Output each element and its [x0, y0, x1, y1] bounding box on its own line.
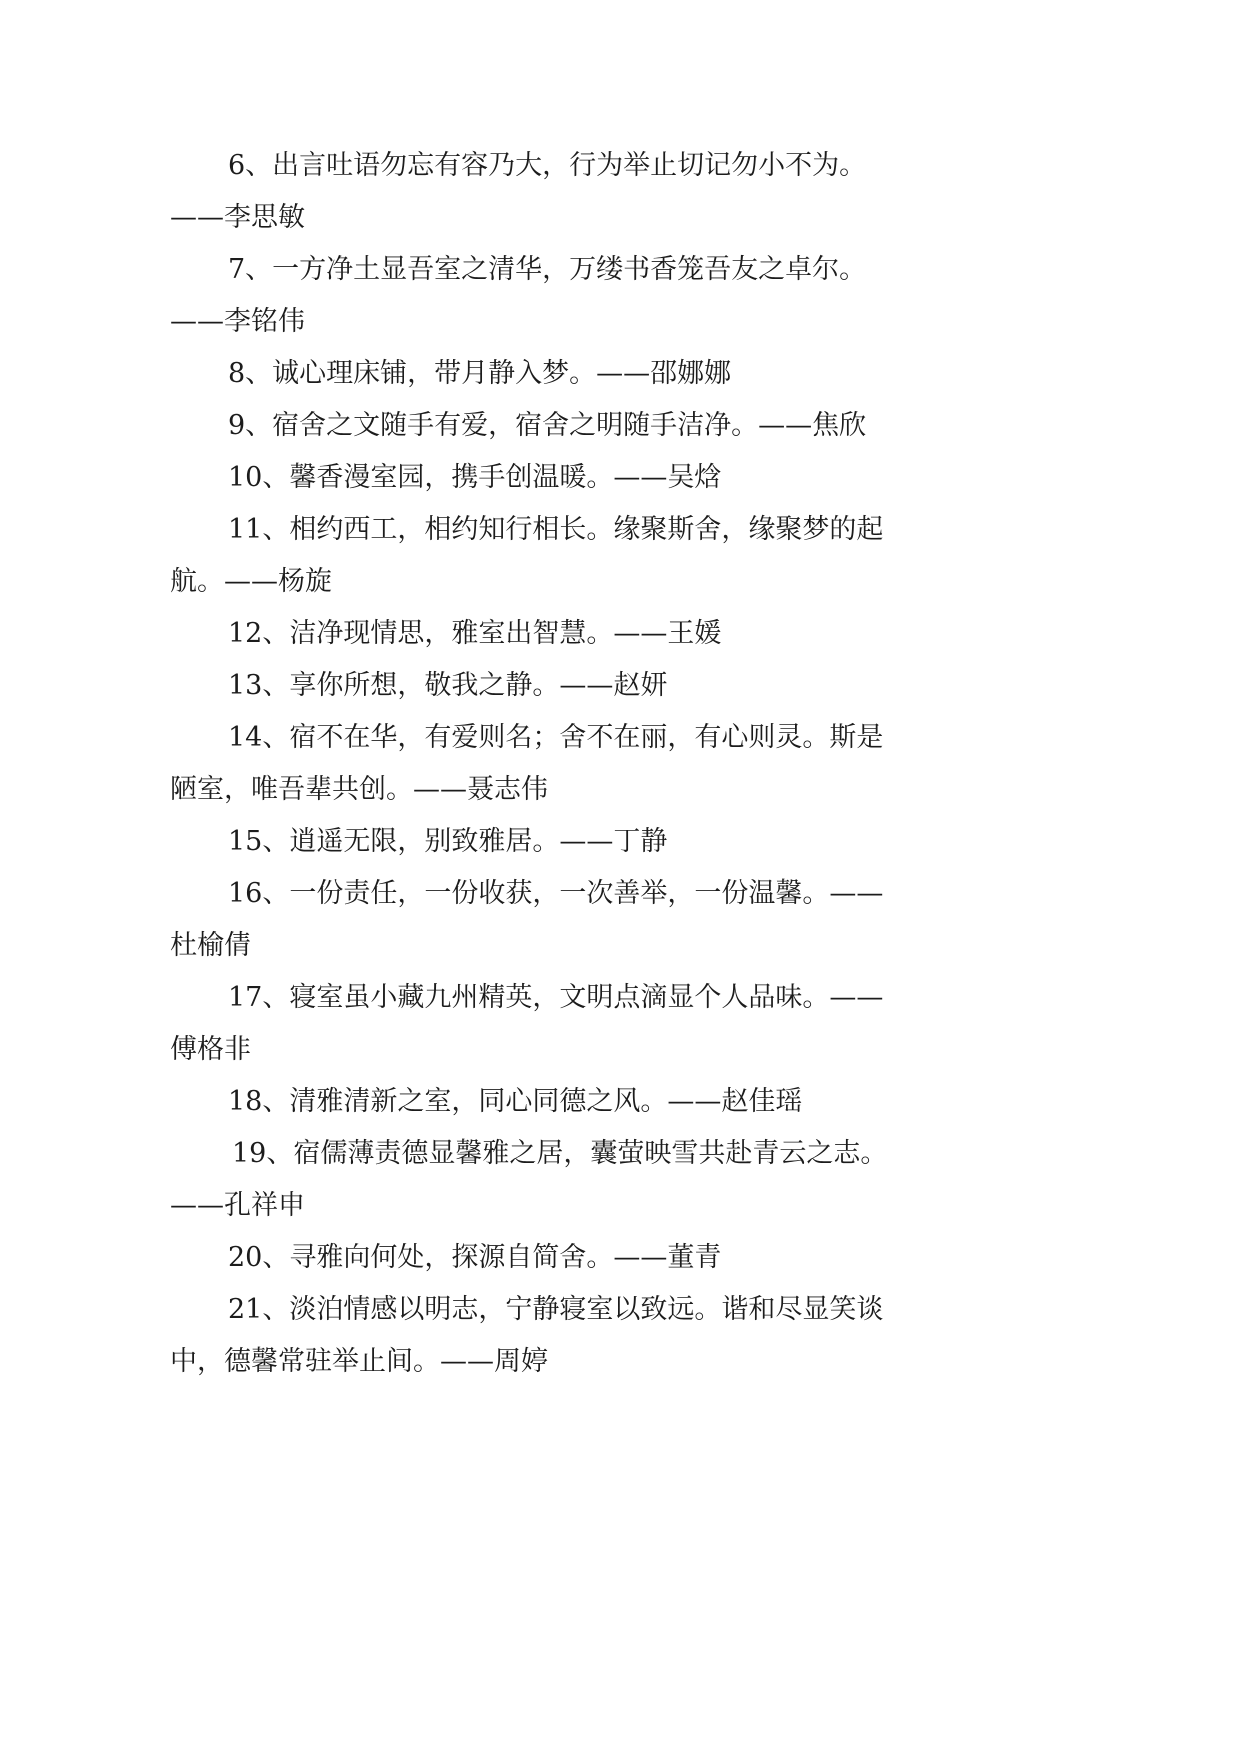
- text-line: 13、享你所想，敬我之静。——赵妍: [228, 670, 668, 701]
- text-line: 19、宿儒薄责德显馨雅之居，囊萤映雪共赴青云之志。: [232, 1138, 888, 1169]
- text-line: 11、相约西工，相约知行相长。缘聚斯舍，缘聚梦的起: [228, 514, 884, 545]
- text-line: 12、洁净现情思，雅室出智慧。——王媛: [228, 618, 722, 649]
- text-line: 7、一方净土显吾室之清华，万缕书香笼吾友之卓尔。: [228, 254, 867, 285]
- text-line: 中，德馨常驻举止间。——周婷: [170, 1346, 548, 1377]
- text-line: 9、宿舍之文随手有爱，宿舍之明随手洁净。——焦欣: [228, 410, 867, 441]
- text-line: 17、寝室虽小藏九州精英，文明点滴显个人品味。——: [228, 982, 884, 1013]
- text-line: 10、馨香漫室园，携手创温暖。——吴焓: [228, 462, 722, 493]
- text-line: 20、寻雅向何处，探源自简舍。——董青: [228, 1242, 722, 1273]
- text-line: 16、一份责任，一份收获，一次善举，一份温馨。——: [228, 878, 884, 909]
- text-line: 陋室，唯吾辈共创。——聂志伟: [170, 774, 548, 805]
- text-line: 14、宿不在华，有爱则名；舍不在丽，有心则灵。斯是: [228, 722, 884, 753]
- text-line: ——李铭伟: [170, 306, 305, 337]
- text-line: 15、逍遥无限，别致雅居。——丁静: [228, 826, 668, 857]
- text-line: ——孔祥申: [170, 1190, 305, 1221]
- text-line: ——李思敏: [170, 202, 305, 233]
- text-line: 21、淡泊情感以明志，宁静寝室以致远。谐和尽显笑谈: [228, 1294, 884, 1325]
- text-line: 航。——杨旋: [170, 566, 332, 597]
- text-line: 6、出言吐语勿忘有容乃大，行为举止切记勿小不为。: [228, 150, 867, 181]
- text-line: 18、清雅清新之室，同心同德之风。——赵佳瑶: [228, 1086, 803, 1117]
- text-line: 8、诚心理床铺，带月静入梦。——邵娜娜: [228, 358, 732, 389]
- text-line: 傅格非: [170, 1034, 251, 1065]
- text-line: 杜榆倩: [170, 930, 251, 961]
